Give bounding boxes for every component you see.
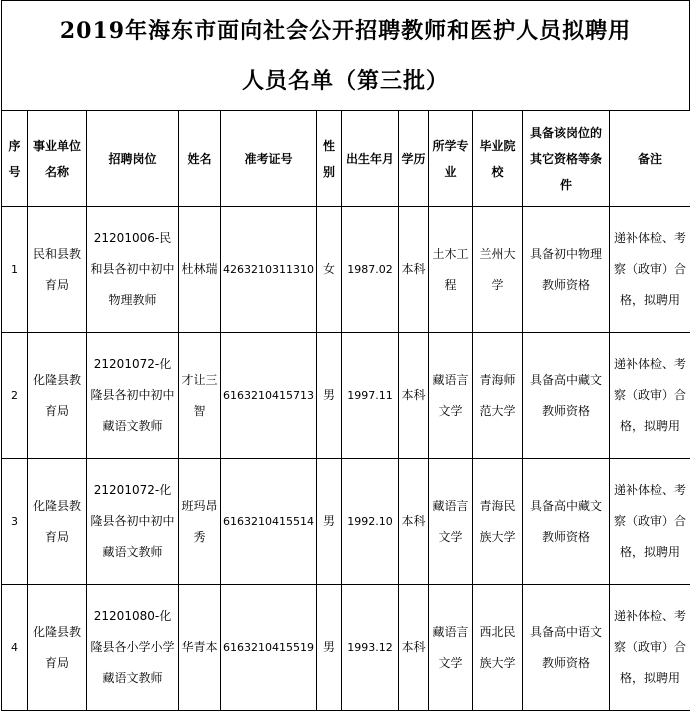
cell-qualification: 具备高中藏文教师资格 (523, 333, 610, 459)
title-box (1, 0, 690, 111)
cell-seq: 3 (2, 459, 28, 585)
cell-school: 青海民族大学 (473, 459, 523, 585)
cell-gender: 男 (317, 585, 342, 711)
cell-major: 土木工程 (429, 207, 473, 333)
cell-gender: 女 (317, 207, 342, 333)
cell-exam-id: 6163210415713 (221, 333, 317, 459)
cell-name: 班玛昂秀 (179, 459, 221, 585)
cell-birth: 1987.02 (342, 207, 399, 333)
cell-school: 西北民族大学 (473, 585, 523, 711)
cell-unit: 化隆县教育局 (28, 585, 87, 711)
cell-major: 藏语言文学 (429, 459, 473, 585)
cell-edu: 本科 (399, 207, 429, 333)
page-title-line-2: 人员名单（第三批） (241, 68, 449, 94)
cell-unit: 民和县教育局 (28, 207, 87, 333)
table-header-row (2, 111, 691, 207)
cell-position: 21201080-化隆县各小学小学藏语文教师 (87, 585, 179, 711)
cell-birth: 1993.12 (342, 585, 399, 711)
cell-birth: 1992.10 (342, 459, 399, 585)
header-major: 所学专业 (429, 111, 473, 207)
header-birth: 出生年月 (342, 111, 399, 207)
cell-school: 青海师范大学 (473, 333, 523, 459)
document-frame (1, 0, 690, 720)
page-title-line-1: 2019年海东市面向社会公开招聘教师和医护人员拟聘用 (59, 18, 632, 44)
cell-name: 杜林瑞 (179, 207, 221, 333)
table-row (2, 333, 691, 459)
cell-seq: 4 (2, 585, 28, 711)
cell-exam-id: 6163210415519 (221, 585, 317, 711)
header-remark: 备注 (610, 111, 691, 207)
cell-unit: 化隆县教育局 (28, 333, 87, 459)
header-school: 毕业院校 (473, 111, 523, 207)
cell-gender: 男 (317, 333, 342, 459)
cell-qualification: 具备初中物理教师资格 (523, 207, 610, 333)
cell-qualification: 具备高中藏文教师资格 (523, 459, 610, 585)
cell-remark: 递补体检、考察（政审）合格，拟聘用 (610, 585, 691, 711)
cell-edu: 本科 (399, 585, 429, 711)
cell-unit: 化隆县教育局 (28, 459, 87, 585)
cell-remark: 递补体检、考察（政审）合格，拟聘用 (610, 207, 691, 333)
table-row (2, 459, 691, 585)
cell-name: 华青本 (179, 585, 221, 711)
header-gender: 性别 (317, 111, 342, 207)
table-row (2, 585, 691, 711)
cell-major: 藏语言文学 (429, 585, 473, 711)
cell-edu: 本科 (399, 333, 429, 459)
header-exam-id: 准考证号 (221, 111, 317, 207)
header-edu: 学历 (399, 111, 429, 207)
cell-position: 21201072-化隆县各初中初中藏语文教师 (87, 333, 179, 459)
cell-qualification: 具备高中语文教师资格 (523, 585, 610, 711)
cell-edu: 本科 (399, 459, 429, 585)
candidate-table (1, 110, 690, 711)
cell-seq: 1 (2, 207, 28, 333)
header-position: 招聘岗位 (87, 111, 179, 207)
cell-exam-id: 6163210415514 (221, 459, 317, 585)
header-seq: 序号 (2, 111, 28, 207)
cell-seq: 2 (2, 333, 28, 459)
cell-position: 21201006-民和县各初中初中物理教师 (87, 207, 179, 333)
cell-school: 兰州大学 (473, 207, 523, 333)
cell-birth: 1997.11 (342, 333, 399, 459)
header-qualification: 具备该岗位的其它资格等条件 (523, 111, 610, 207)
cell-remark: 递补体检、考察（政审）合格，拟聘用 (610, 333, 691, 459)
cell-name: 才让三智 (179, 333, 221, 459)
cell-exam-id: 4263210311310 (221, 207, 317, 333)
table-row (2, 207, 691, 333)
cell-remark: 递补体检、考察（政审）合格，拟聘用 (610, 459, 691, 585)
cell-gender: 男 (317, 459, 342, 585)
header-unit: 事业单位名称 (28, 111, 87, 207)
header-name: 姓名 (179, 111, 221, 207)
cell-major: 藏语言文学 (429, 333, 473, 459)
cell-position: 21201072-化隆县各初中初中藏语文教师 (87, 459, 179, 585)
